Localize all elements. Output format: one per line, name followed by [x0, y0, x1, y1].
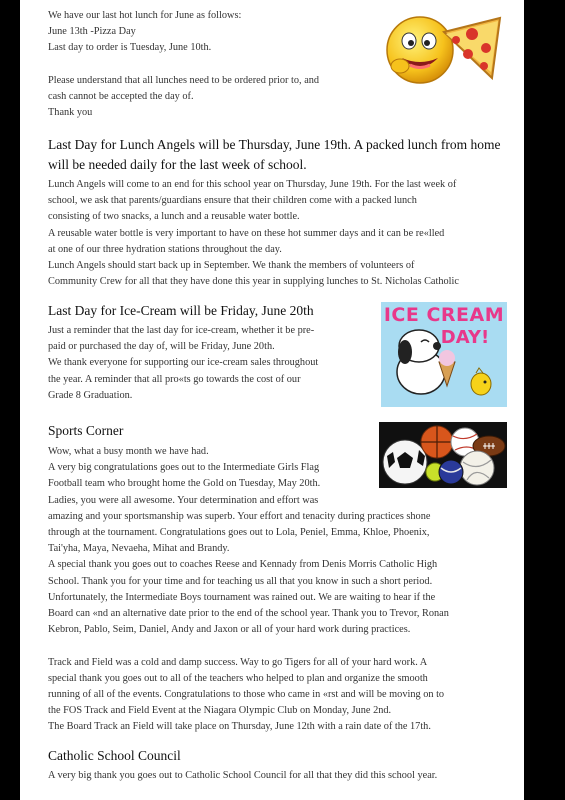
text-line: A reusable water bottle is very important to have on these hot summer days and it can be re«lled	[48, 227, 445, 239]
text-line: Wow, what a busy month we have had.	[48, 446, 209, 457]
text-line: Lunch Angels should start back up in September. We thank the members of volunteers of	[48, 260, 415, 272]
text-line: Last day to order is Tuesday, June 10th.	[48, 42, 212, 54]
heading-line: will be needed daily for the last week of school.	[48, 156, 307, 172]
council-text	[48, 768, 518, 784]
text-line: the FOS Track and Field Event at the Niagara Olympic Club on Monday, June 2nd.	[48, 705, 392, 717]
snoopy-ice-cream-image	[381, 302, 507, 407]
ice-cream-day: DAY!	[440, 327, 490, 348]
text-line: School. Thank you for your time and for teaching us all that you know in such a short period.	[48, 575, 433, 587]
text-line: amazing and your sportsmanship was superb. Your effort and tenacity during practices shone	[48, 510, 431, 522]
left-border	[0, 0, 20, 800]
text-line: We have our last hot lunch for June as follows:	[48, 10, 242, 21]
heading-line: Last Day for Lunch Angels will be Thursday, June 19th. A packed lunch from home	[48, 137, 501, 152]
ice-cream-title: ICE CREAM	[383, 304, 505, 326]
text-line: Ladies, you were all awesome. Your determination and effort was	[48, 494, 319, 506]
pizza-emoji-icon	[380, 10, 505, 86]
text-line: school, we ask that parents/guardians ensure that their children come with a packed lunch	[48, 195, 417, 207]
newsletter-page	[20, 0, 524, 800]
text-line: Thank you	[48, 107, 93, 119]
sports-balls-image	[379, 422, 507, 488]
text-line: the year. A reminder that all pro«ts go towards the cost of our	[48, 373, 301, 385]
text-line: A very big thank you goes out to Catholic School Council for all that they did this school year.	[48, 770, 438, 781]
lunch-angels-heading	[48, 135, 518, 174]
council-heading: Catholic School Council	[48, 748, 181, 763]
lunch-angels-text	[48, 177, 518, 290]
text-line: paid or purchased the day of, will be Friday, June 20th.	[48, 341, 275, 353]
text-line: special thank you goes out to all of the teachers who helped to plan and organize the smooth	[48, 672, 428, 684]
text-line: June 13th -Pizza Day	[48, 26, 136, 38]
text-line: Just a reminder that the last day for ice-cream, whether it be pre-	[48, 325, 315, 336]
text-line	[48, 57, 378, 73]
text-line: A special thank you goes out to coaches Reese and Kennady from Denis Morris Catholic High	[48, 559, 438, 571]
ice-cream-text	[48, 323, 378, 404]
text-line: The Board Track an Field will take place on Thursday, June 12th with a rain date of the 17th.	[48, 721, 431, 733]
text-line: We thank everyone for supporting our ice-cream sales throughout	[48, 357, 319, 369]
sports-heading: Sports Corner	[48, 423, 124, 438]
text-line: running of all of the events. Congratulations to those who came in «rst and will be moving on to	[48, 689, 445, 701]
right-border	[524, 0, 565, 800]
text-line: Tai'yha, Maya, Nevaeha, Mihat and Brandy.	[48, 543, 230, 555]
text-line: Lunch Angels will come to an end for this school year on Thursday, June 19th. For the last week of	[48, 179, 457, 190]
text-line: Grade 8 Graduation.	[48, 389, 133, 401]
text-line: consisting of two snacks, a lunch and a reusable water bottle.	[48, 211, 300, 223]
text-line: Track and Field was a cold and damp success. Way to go Tigers for all of your hard work. A	[48, 656, 428, 668]
text-line	[48, 638, 518, 654]
text-line: Football team who brought home the Gold on Tuesday, May 20th.	[48, 478, 321, 490]
text-line: Please understand that all lunches need to be ordered prior to, and	[48, 74, 320, 86]
text-line: through at the tournament. Congratulations goes out to Lola, Peniel, Emma, Khloe, Phoenix,	[48, 527, 430, 539]
ice-cream-heading: Last Day for Ice-Cream will be Friday, June 20th	[48, 303, 314, 318]
text-line: A very big congratulations goes out to the Intermediate Girls Flag	[48, 462, 320, 474]
text-line: at one of our three hydration stations throughout the day.	[48, 243, 282, 255]
hot-lunch-text	[48, 8, 378, 121]
text-line: cash cannot be accepted the day of.	[48, 91, 194, 103]
text-line: Unfortunately, the Intermediate Boys tournament was rained out. We are waiting to hear if the	[48, 591, 436, 603]
text-line: Kebron, Pablo, Seim, Daniel, Andy and Jaxon or all of your hard work during practices.	[48, 624, 411, 636]
text-line: Board can «nd an alternative date prior to the end of the school year. Thank you to Trevor, Ronan	[48, 608, 449, 620]
text-line: Community Crew for all that they have done this year in supplying lunches to St. Nicholas Catholic	[48, 276, 459, 288]
